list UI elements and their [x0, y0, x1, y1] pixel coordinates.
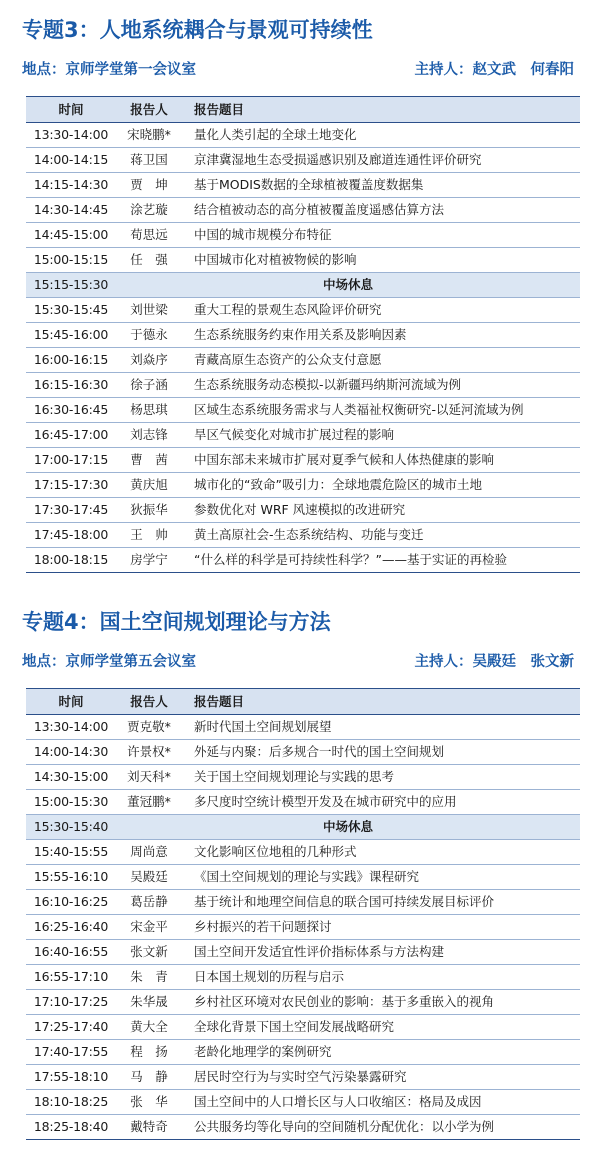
row-speaker: 贾 坤 — [116, 173, 182, 198]
row-speaker: 周尚意 — [116, 840, 182, 865]
table-row — [26, 1065, 580, 1090]
header-speaker: 报告人 — [116, 689, 182, 715]
row-speaker: 房学宁 — [116, 548, 182, 573]
header-topic: 报告题目 — [182, 689, 580, 715]
row-topic: 国土空间开发适宜性评价指标体系与方法构建 — [182, 940, 580, 965]
table-row — [26, 765, 580, 790]
table-row — [26, 348, 580, 373]
row-topic: 结合植被动态的高分植被覆盖度遥感估算方法 — [182, 198, 580, 223]
table-row — [26, 323, 580, 348]
table-header-row — [26, 97, 580, 123]
row-topic: 公共服务均等化导向的空间随机分配优化：以小学为例 — [182, 1115, 580, 1140]
row-topic: 新时代国土空间规划展望 — [182, 715, 580, 740]
row-topic: 中国城市化对植被物候的影响 — [182, 248, 580, 273]
row-time: 17:55-18:10 — [26, 1065, 116, 1090]
row-time: 15:00-15:30 — [26, 790, 116, 815]
row-speaker: 王 帅 — [116, 523, 182, 548]
row-speaker: 张文新 — [116, 940, 182, 965]
row-topic: 中国的城市规模分布特征 — [182, 223, 580, 248]
row-topic: 区域生态系统服务需求与人类福祉权衡研究-以延河流域为例 — [182, 398, 580, 423]
row-topic: 多尺度时空统计模型开发及在城市研究中的应用 — [182, 790, 580, 815]
table-row — [26, 523, 580, 548]
table-row — [26, 223, 580, 248]
row-speaker: 马 静 — [116, 1065, 182, 1090]
schedule-table — [26, 96, 580, 573]
row-time: 15:40-15:55 — [26, 840, 116, 865]
table-row — [26, 890, 580, 915]
row-speaker: 朱华晟 — [116, 990, 182, 1015]
row-time: 14:30-15:00 — [26, 765, 116, 790]
row-time: 17:25-17:40 — [26, 1015, 116, 1040]
row-speaker: 黄庆旭 — [116, 473, 182, 498]
row-speaker: 宋金平 — [116, 915, 182, 940]
row-speaker: 许景权* — [116, 740, 182, 765]
session-hosts: 主持人：赵文武 何春阳 — [414, 62, 574, 78]
row-time: 16:45-17:00 — [26, 423, 116, 448]
row-time: 16:15-16:30 — [26, 373, 116, 398]
header-topic: 报告题目 — [182, 97, 580, 123]
row-topic: 城市化的“致命”吸引力：全球地震危险区的城市土地 — [182, 473, 580, 498]
row-topic: 外延与内聚：后多规合一时代的国土空间规划 — [182, 740, 580, 765]
row-time: 16:30-16:45 — [26, 398, 116, 423]
row-topic: “什么样的科学是可持续性科学？”——基于实证的再检验 — [182, 548, 580, 573]
table-row — [26, 448, 580, 473]
row-speaker: 董冠鹏* — [116, 790, 182, 815]
row-speaker: 刘焱序 — [116, 348, 182, 373]
table-row — [26, 423, 580, 448]
break-label: 中场休息 — [116, 273, 580, 298]
row-time: 15:30-15:40 — [26, 815, 116, 840]
row-speaker: 任 强 — [116, 248, 182, 273]
row-time: 18:10-18:25 — [26, 1090, 116, 1115]
row-time: 17:40-17:55 — [26, 1040, 116, 1065]
table-row — [26, 198, 580, 223]
row-time: 15:00-15:15 — [26, 248, 116, 273]
row-topic: 生态系统服务约束作用关系及影响因素 — [182, 323, 580, 348]
session-location: 地点：京师学堂第五会议室 — [22, 654, 196, 670]
header-time: 时间 — [26, 97, 116, 123]
row-speaker: 宋晓鹏* — [116, 123, 182, 148]
session-location: 地点：京师学堂第一会议室 — [22, 62, 196, 78]
table-row — [26, 840, 580, 865]
row-topic: 中国东部未来城市扩展对夏季气候和人体热健康的影响 — [182, 448, 580, 473]
row-time: 16:00-16:15 — [26, 348, 116, 373]
table-row — [26, 298, 580, 323]
table-row — [26, 790, 580, 815]
row-topic: 参数优化对 WRF 风速模拟的改进研究 — [182, 498, 580, 523]
row-time: 14:15-14:30 — [26, 173, 116, 198]
row-topic: 黄土高原社会-生态系统结构、功能与变迁 — [182, 523, 580, 548]
row-speaker: 黄大全 — [116, 1015, 182, 1040]
row-time: 16:40-16:55 — [26, 940, 116, 965]
table-row — [26, 915, 580, 940]
row-time: 14:45-15:00 — [26, 223, 116, 248]
table-row — [26, 965, 580, 990]
row-time: 17:45-18:00 — [26, 523, 116, 548]
row-time: 17:30-17:45 — [26, 498, 116, 523]
row-speaker: 徐子涵 — [116, 373, 182, 398]
table-header-row — [26, 689, 580, 715]
table-row — [26, 473, 580, 498]
header-speaker: 报告人 — [116, 97, 182, 123]
row-topic: 旱区气候变化对城市扩展过程的影响 — [182, 423, 580, 448]
table-row — [26, 148, 580, 173]
table-row — [26, 1115, 580, 1140]
row-time: 14:00-14:30 — [26, 740, 116, 765]
table-row — [26, 1040, 580, 1065]
table-row — [26, 715, 580, 740]
break-row — [26, 273, 580, 298]
row-time: 13:30-14:00 — [26, 123, 116, 148]
table-row — [26, 373, 580, 398]
header-time: 时间 — [26, 689, 116, 715]
row-topic: 老龄化地理学的案例研究 — [182, 1040, 580, 1065]
session-title: 专题4：国土空间规划理论与方法 — [22, 610, 331, 634]
row-speaker: 刘天科* — [116, 765, 182, 790]
table-row — [26, 1090, 580, 1115]
row-topic: 青藏高原生态资产的公众支付意愿 — [182, 348, 580, 373]
row-time: 16:55-17:10 — [26, 965, 116, 990]
row-topic: 日本国土规划的历程与启示 — [182, 965, 580, 990]
row-speaker: 曹 茜 — [116, 448, 182, 473]
row-topic: 量化人类引起的全球土地变化 — [182, 123, 580, 148]
row-topic: 生态系统服务动态模拟-以新疆玛纳斯河流域为例 — [182, 373, 580, 398]
row-speaker: 程 扬 — [116, 1040, 182, 1065]
row-speaker: 戴特奇 — [116, 1115, 182, 1140]
row-speaker: 张 华 — [116, 1090, 182, 1115]
row-topic: 基于统计和地理空间信息的联合国可持续发展目标评价 — [182, 890, 580, 915]
row-speaker: 蒋卫国 — [116, 148, 182, 173]
row-time: 13:30-14:00 — [26, 715, 116, 740]
break-row — [26, 815, 580, 840]
session-hosts: 主持人：吴殿廷 张文新 — [414, 654, 574, 670]
row-speaker: 刘志锋 — [116, 423, 182, 448]
table-row — [26, 740, 580, 765]
table-row — [26, 865, 580, 890]
table-row — [26, 548, 580, 573]
row-speaker: 刘世梁 — [116, 298, 182, 323]
row-speaker: 杨思琪 — [116, 398, 182, 423]
table-row — [26, 1015, 580, 1040]
row-time: 15:45-16:00 — [26, 323, 116, 348]
table-row — [26, 990, 580, 1015]
row-time: 17:10-17:25 — [26, 990, 116, 1015]
row-time: 18:00-18:15 — [26, 548, 116, 573]
table-row — [26, 173, 580, 198]
row-topic: 关于国土空间规划理论与实践的思考 — [182, 765, 580, 790]
row-speaker: 涂艺璇 — [116, 198, 182, 223]
row-speaker: 贾克敬* — [116, 715, 182, 740]
row-time: 14:00-14:15 — [26, 148, 116, 173]
row-speaker: 朱 青 — [116, 965, 182, 990]
row-topic: 国土空间中的人口增长区与人口收缩区：格局及成因 — [182, 1090, 580, 1115]
row-time: 14:30-14:45 — [26, 198, 116, 223]
row-time: 18:25-18:40 — [26, 1115, 116, 1140]
row-topic: 《国土空间规划的理论与实践》课程研究 — [182, 865, 580, 890]
schedule-table — [26, 688, 580, 1140]
row-topic: 重大工程的景观生态风险评价研究 — [182, 298, 580, 323]
row-topic: 基于MODIS数据的全球植被覆盖度数据集 — [182, 173, 580, 198]
row-topic: 全球化背景下国土空间发展战略研究 — [182, 1015, 580, 1040]
row-speaker: 吴殿廷 — [116, 865, 182, 890]
row-topic: 文化影响区位地租的几种形式 — [182, 840, 580, 865]
table-row — [26, 498, 580, 523]
row-time: 17:00-17:15 — [26, 448, 116, 473]
table-row — [26, 940, 580, 965]
row-topic: 京津冀湿地生态受损遥感识别及廊道连通性评价研究 — [182, 148, 580, 173]
table-row — [26, 248, 580, 273]
table-row — [26, 398, 580, 423]
row-speaker: 荀思远 — [116, 223, 182, 248]
row-speaker: 葛岳静 — [116, 890, 182, 915]
row-speaker: 狄振华 — [116, 498, 182, 523]
break-label: 中场休息 — [116, 815, 580, 840]
row-topic: 居民时空行为与实时空气污染暴露研究 — [182, 1065, 580, 1090]
row-speaker: 于德永 — [116, 323, 182, 348]
session-title: 专题3：人地系统耦合与景观可持续性 — [22, 18, 373, 42]
row-time: 16:10-16:25 — [26, 890, 116, 915]
row-time: 15:30-15:45 — [26, 298, 116, 323]
row-topic: 乡村振兴的若干问题探讨 — [182, 915, 580, 940]
table-row — [26, 123, 580, 148]
row-topic: 乡村社区环境对农民创业的影响：基于多重嵌入的视角 — [182, 990, 580, 1015]
row-time: 15:15-15:30 — [26, 273, 116, 298]
row-time: 17:15-17:30 — [26, 473, 116, 498]
row-time: 16:25-16:40 — [26, 915, 116, 940]
row-time: 15:55-16:10 — [26, 865, 116, 890]
